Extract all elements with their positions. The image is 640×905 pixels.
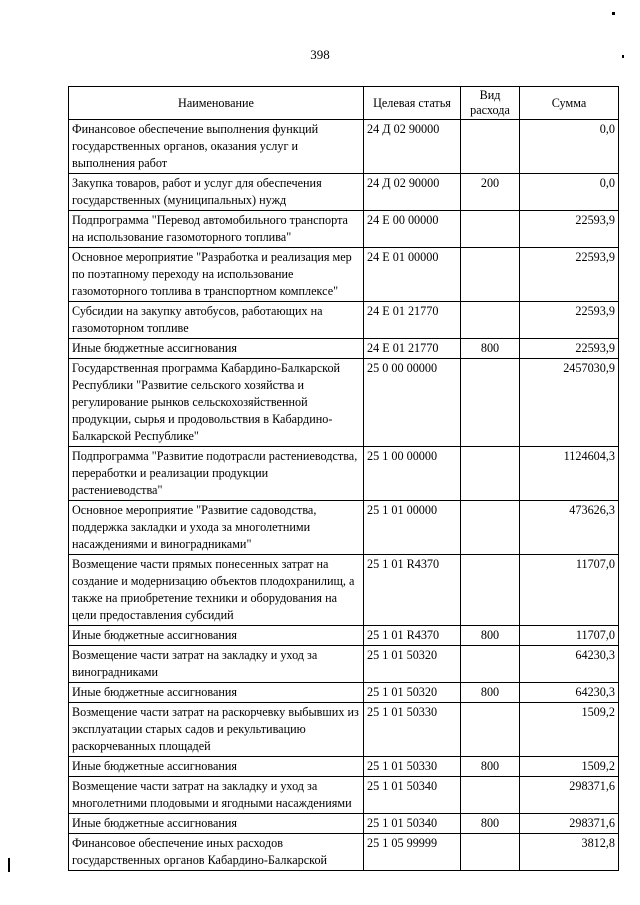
cell-name: Финансовое обеспечение выполнения функций государственных органов, оказания услуг и выполнения работ (69, 120, 364, 174)
cell-type (461, 248, 520, 302)
cell-name: Иные бюджетные ассигнования (69, 814, 364, 834)
cell-code: 24 Е 00 00000 (364, 211, 461, 248)
cell-sum: 3812,8 (520, 834, 619, 871)
table-row (69, 626, 619, 646)
table-row (69, 834, 619, 871)
cell-name: Государственная программа Кабардино-Балкарской Республики "Развитие сельского хозяйства и регулирование рынков сельскохозяйственной продукции, сырья и продовольствия в Кабардино-Балкарской Республике" (69, 359, 364, 447)
cell-code: 25 1 01 R4370 (364, 555, 461, 626)
cell-sum: 298371,6 (520, 777, 619, 814)
cell-code: 25 1 00 00000 (364, 447, 461, 501)
cell-type: 800 (461, 814, 520, 834)
cell-code: 25 1 01 50340 (364, 777, 461, 814)
header-sum: Сумма (520, 87, 619, 120)
table-row (69, 814, 619, 834)
cell-sum: 22593,9 (520, 248, 619, 302)
table-row (69, 339, 619, 359)
cell-code: 25 1 05 99999 (364, 834, 461, 871)
table-row (69, 555, 619, 626)
cell-code: 25 1 01 50330 (364, 757, 461, 777)
table-row (69, 757, 619, 777)
cell-sum: 1124604,3 (520, 447, 619, 501)
cell-code: 24 Д 02 90000 (364, 120, 461, 174)
scan-mark (622, 55, 624, 58)
cell-name: Иные бюджетные ассигнования (69, 626, 364, 646)
table-row (69, 211, 619, 248)
cell-sum: 22593,9 (520, 339, 619, 359)
cell-sum: 22593,9 (520, 302, 619, 339)
cell-name: Иные бюджетные ассигнования (69, 339, 364, 359)
cell-code: 25 0 00 00000 (364, 359, 461, 447)
cell-code: 24 Д 02 90000 (364, 174, 461, 211)
cell-sum: 11707,0 (520, 626, 619, 646)
cell-name: Подпрограмма "Перевод автомобильного транспорта на использование газомоторного топлива" (69, 211, 364, 248)
header-type: Вид расхода (461, 87, 520, 120)
scan-mark (8, 858, 10, 872)
cell-name: Субсидии на закупку автобусов, работающих на газомоторном топливе (69, 302, 364, 339)
cell-name: Финансовое обеспечение иных расходов государственных органов Кабардино-Балкарской (69, 834, 364, 871)
cell-type (461, 646, 520, 683)
cell-type (461, 555, 520, 626)
cell-type (461, 447, 520, 501)
cell-type: 800 (461, 757, 520, 777)
cell-code: 25 1 01 R4370 (364, 626, 461, 646)
cell-sum: 298371,6 (520, 814, 619, 834)
table-row (69, 302, 619, 339)
table-row (69, 501, 619, 555)
cell-type (461, 777, 520, 814)
table-row (69, 359, 619, 447)
cell-code: 25 1 01 50320 (364, 646, 461, 683)
header-name: Наименование (69, 87, 364, 120)
cell-type (461, 120, 520, 174)
scan-mark (612, 12, 615, 15)
cell-code: 25 1 01 50320 (364, 683, 461, 703)
cell-sum: 0,0 (520, 174, 619, 211)
cell-code: 25 1 01 50330 (364, 703, 461, 757)
table-header-row (69, 87, 619, 120)
cell-sum: 64230,3 (520, 646, 619, 683)
cell-name: Возмещение части прямых понесенных затрат на создание и модернизацию объектов плодохранилищ, а также на приобретение техники и оборудования на цели предоставления субсидий (69, 555, 364, 626)
table-row (69, 683, 619, 703)
cell-sum: 2457030,9 (520, 359, 619, 447)
cell-name: Подпрограмма "Развитие подотрасли растениеводства, переработки и реализации продукции растениеводства" (69, 447, 364, 501)
table-row (69, 248, 619, 302)
table-row (69, 703, 619, 757)
cell-name: Закупка товаров, работ и услуг для обеспечения государственных (муниципальных) нужд (69, 174, 364, 211)
cell-type: 800 (461, 626, 520, 646)
cell-type: 800 (461, 683, 520, 703)
cell-name: Основное мероприятие "Развитие садоводства, поддержка закладки и ухода за многолетними насаждениями и виноградниками" (69, 501, 364, 555)
cell-sum: 1509,2 (520, 703, 619, 757)
cell-code: 24 Е 01 21770 (364, 339, 461, 359)
header-code: Целевая статья (364, 87, 461, 120)
cell-sum: 22593,9 (520, 211, 619, 248)
table-row (69, 174, 619, 211)
page-number: 398 (310, 47, 330, 62)
cell-sum: 1509,2 (520, 757, 619, 777)
cell-code: 25 1 01 50340 (364, 814, 461, 834)
cell-type: 800 (461, 339, 520, 359)
cell-code: 24 Е 01 00000 (364, 248, 461, 302)
cell-code: 24 Е 01 21770 (364, 302, 461, 339)
table-row (69, 646, 619, 683)
cell-type (461, 703, 520, 757)
cell-sum: 64230,3 (520, 683, 619, 703)
cell-type (461, 834, 520, 871)
cell-name: Основное мероприятие "Разработка и реализация мер по поэтапному переходу на использование газомоторного топлива в транспортном комплексе" (69, 248, 364, 302)
cell-type (461, 359, 520, 447)
cell-sum: 11707,0 (520, 555, 619, 626)
table-row (69, 777, 619, 814)
cell-type (461, 302, 520, 339)
cell-type: 200 (461, 174, 520, 211)
cell-code: 25 1 01 00000 (364, 501, 461, 555)
cell-name: Иные бюджетные ассигнования (69, 683, 364, 703)
cell-type (461, 501, 520, 555)
cell-name: Иные бюджетные ассигнования (69, 757, 364, 777)
cell-sum: 473626,3 (520, 501, 619, 555)
cell-name: Возмещение части затрат на закладку и уход за виноградниками (69, 646, 364, 683)
cell-name: Возмещение части затрат на раскорчевку выбывших из эксплуатации старых садов и рекультивацию раскорчеванных площадей (69, 703, 364, 757)
table-row (69, 447, 619, 501)
table-row (69, 120, 619, 174)
budget-table (68, 86, 619, 871)
cell-sum: 0,0 (520, 120, 619, 174)
cell-name: Возмещение части затрат на закладку и уход за многолетними плодовыми и ягодными насаждениями (69, 777, 364, 814)
cell-type (461, 211, 520, 248)
